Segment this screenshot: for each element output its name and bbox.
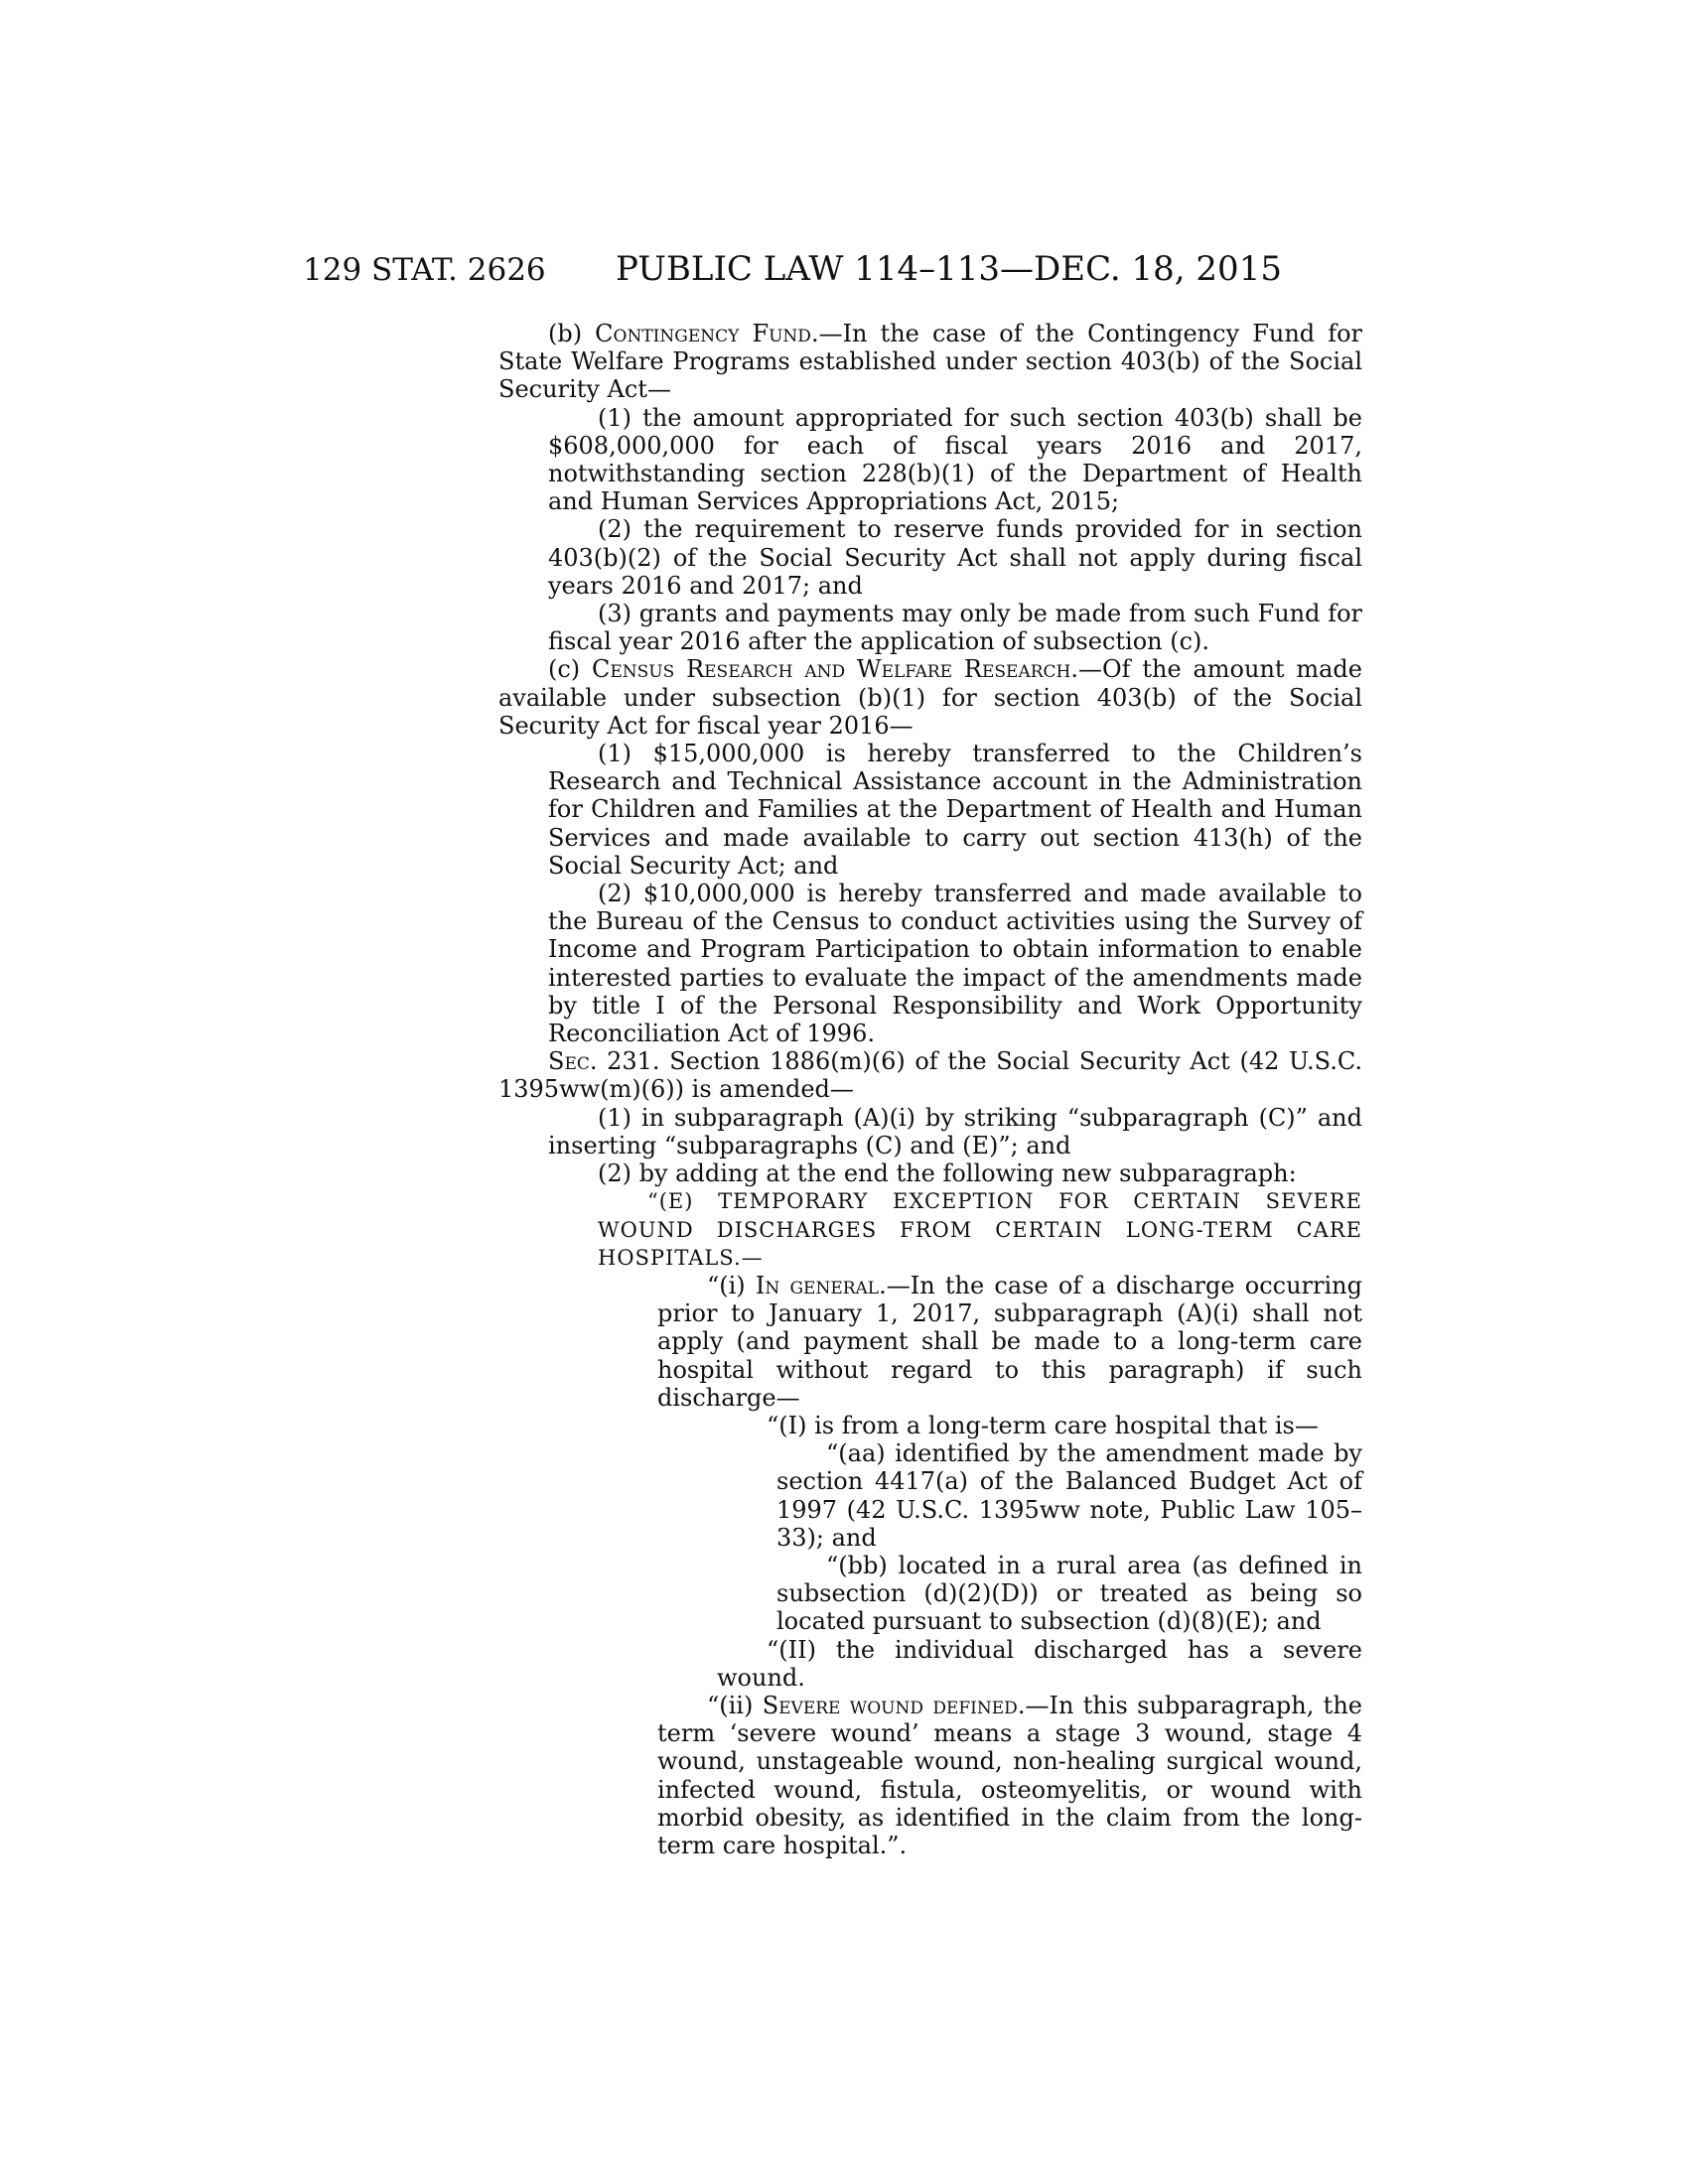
subclause-II: “(II) the individual discharged has a severe wound. <box>717 1635 1362 1692</box>
section-heading: Severe wound defined <box>762 1691 1018 1719</box>
paragraph-lead: (c) <box>548 655 592 684</box>
paragraph-b1: (1) the amount appropriated for such section 403(b) shall be $608,000,000 for each of fiscal years 2016 and 2017, notwithstanding section 228(b)(1) of the Department of Health and Human Services Appropriations Act, 2015; <box>548 403 1362 516</box>
amendment-2: (2) by adding at the end the following new subparagraph: <box>598 1160 1297 1188</box>
paragraph-lead: (b) <box>548 320 596 347</box>
section-heading: Census Research and Welfare Research <box>591 655 1071 684</box>
item-aa: “(aa) identified by the amendment made by section 4417(a) of the Balanced Budget Act of 1997 (42 U.S.C. 1395ww note, Public Law 105–33); and <box>776 1439 1362 1552</box>
section-heading: Sec <box>548 1047 590 1076</box>
paragraph-text: .—In this subparagraph, the term ‘severe wound’ means a stage 3 wound, stage 4 wound, unstageable wound, non-healing surgical wound, infected wound, fistula, osteomyelitis, or wound with morbid obesity, as identified in the claim from the long-term care hospital.”. <box>657 1691 1362 1859</box>
paragraph-text: . 231. Section 1886(m)(6) of the Social Security Act (42 U.S.C. 1395ww(m)(6)) is amended— <box>498 1047 1362 1104</box>
amendment-1: (1) in subparagraph (A)(i) by striking “subparagraph (C)” and inserting “subparagraphs (C) and (E)”; and <box>548 1103 1362 1160</box>
document-body <box>498 320 1362 1859</box>
paragraph-text: .—Of the amount made available under subsection (b)(1) for section 403(b) of the Social Security Act for fiscal year 2016— <box>498 655 1363 740</box>
section-heading: Contingency Fund <box>595 320 811 347</box>
paragraph-lead: “(i) <box>707 1271 756 1299</box>
paragraph-b2: (2) the requirement to reserve funds provided for in section 403(b)(2) of the Social Security Act shall not apply during fiscal years 2016 and 2017; and <box>548 515 1362 600</box>
running-head-title: PUBLIC LAW 114–113—DEC. 18, 2015 <box>616 249 1282 289</box>
paragraph-c-census-research <box>498 655 1362 740</box>
clause-ii-severe-wound-defined <box>657 1692 1362 1859</box>
paragraph-text: .—In the case of the Contingency Fund for State Welfare Programs established under section 403(b) of the Social Security Act— <box>498 320 1363 404</box>
paragraph-text: .—In the case of a discharge occurring prior to January 1, 2017, subparagraph (A)(i) shall not apply (and payment shall be made to a long-term care hospital without regard to this paragraph) if such discharge— <box>657 1271 1362 1412</box>
paragraph-c1: (1) $15,000,000 is hereby transferred to the Children’s Research and Technical Assistance account in the Administration for Children and Families at the Department of Health and Human Services and made available to carry out section 413(h) of the Social Security Act; and <box>548 740 1362 880</box>
section-heading: In general <box>755 1271 880 1299</box>
clause-i-in-general <box>657 1272 1362 1412</box>
subparagraph-e-heading: “(E) TEMPORARY EXCEPTION FOR CERTAIN SEVERE WOUND DISCHARGES FROM CERTAIN LONG-TERM CARE HOSPITALS.— <box>598 1189 1362 1270</box>
subclause-I: “(I) is from a long-term care hospital that is— <box>767 1411 1319 1439</box>
section-231 <box>498 1047 1362 1103</box>
paragraph-b-contingency-fund <box>498 320 1362 404</box>
paragraph-c2: (2) $10,000,000 is hereby transferred and made available to the Bureau of the Census to conduct activities using the Survey of Income and Program Participation to obtain information to enable interested parties to evaluate the impact of the amendments made by title I of the Personal Responsibility and Work Opportunity Reconciliation Act of 1996. <box>548 880 1362 1048</box>
page-stat-number: 129 STAT. 2626 <box>303 252 546 288</box>
paragraph-lead: “(ii) <box>707 1691 763 1719</box>
item-bb: “(bb) located in a rural area (as defined in subsection (d)(2)(D)) or treated as being so located pursuant to subsection (d)(8)(E); and <box>776 1551 1362 1636</box>
paragraph-b3: (3) grants and payments may only be made from such Fund for fiscal year 2016 after the application of subsection (c). <box>548 600 1362 656</box>
